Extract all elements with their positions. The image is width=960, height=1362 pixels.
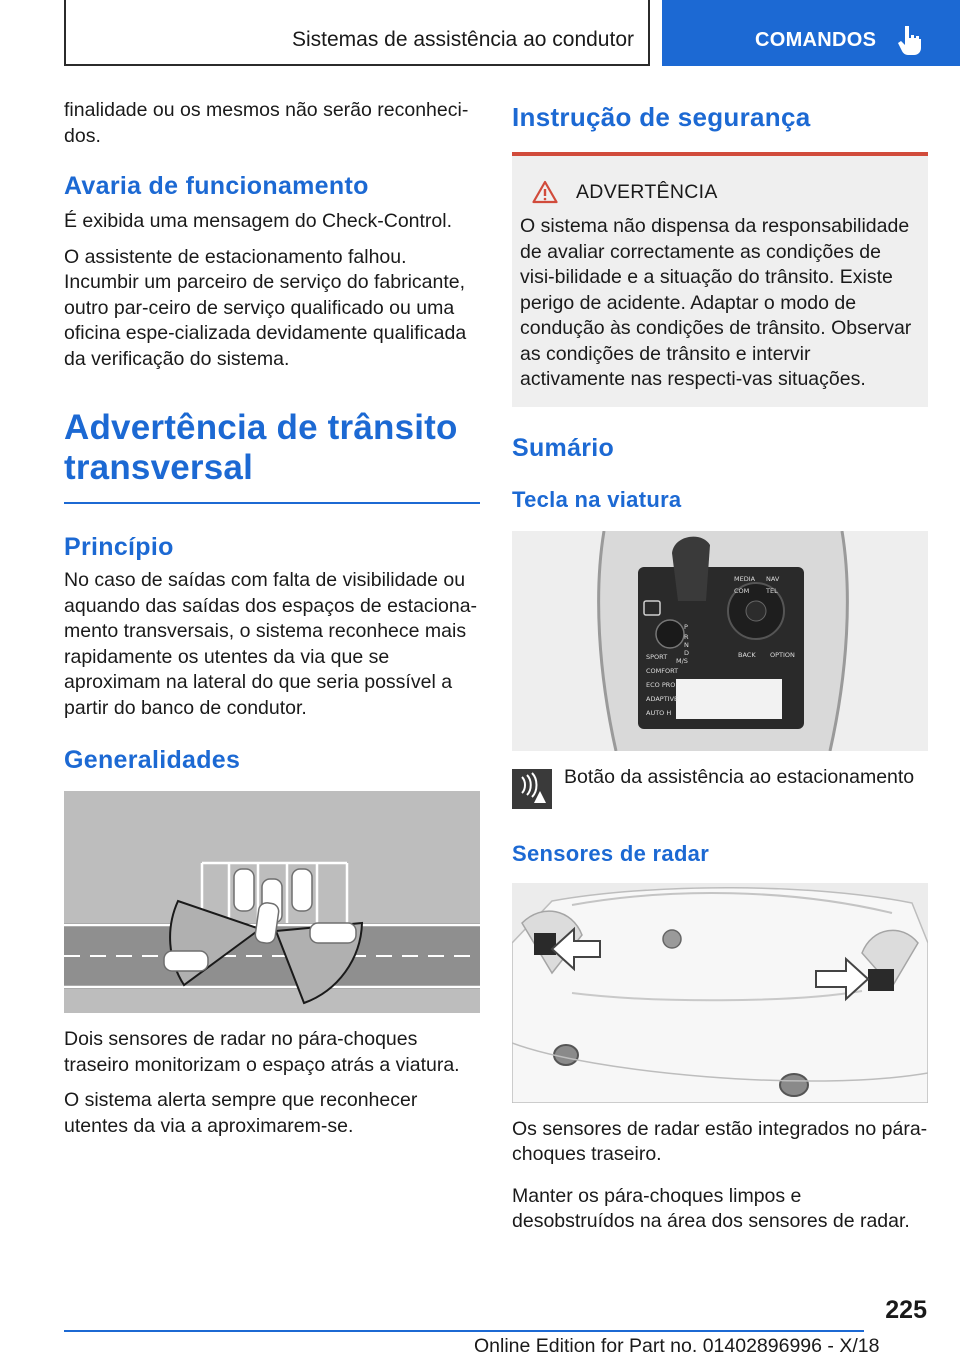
button-caption-row (512, 765, 928, 809)
intro-paragraph: finalidade ou os mesmos não serão reconheci-dos. (64, 99, 469, 147)
footer-edition-text: Online Edition for Part no. 01402896996 - X/18 (474, 1335, 880, 1357)
parking-assistant-button-icon (512, 769, 552, 809)
radar-heading: Sensores de radar (512, 840, 710, 866)
general-heading: Generalidades (64, 746, 241, 774)
header-chapter-label: COMANDOS (755, 29, 877, 51)
console-label-auto: AUTO H (646, 708, 672, 717)
principle-paragraph: No caso de saídas com falta de visibilidade ou aquando das saídas dos espaços de estaciona-mento transversais, o sistema reconhece mais rapidamente os utentes da via que se aproximam na lateral do que seria possível a partir do banco de condutor. (64, 569, 478, 719)
console-label-nav: NAV (766, 574, 780, 583)
left-column (64, 98, 480, 1149)
general-paragraph-2: O sistema alerta sempre que reconhecer utentes da via a aproximarem-se. (64, 1089, 418, 1137)
console-gear-ms: M/S (676, 656, 688, 665)
console-gear-n: N (684, 640, 689, 649)
general-paragraph-1: Dois sensores de radar no pára-choques traseiro monitorizam o espaço atrás a viatura. (64, 1028, 460, 1076)
console-label-comfort: COMFORT (646, 666, 679, 675)
warning-text: O sistema não dispensa da responsabilidade de avaliar correctamente as condições de visi-bilidade e a situação do trânsito. Existe perigo de acidente. Adaptar o modo de condução às condições de trânsito. Observar as condições de trânsito e intervir activamente nas respecti-vas situações. (520, 215, 912, 390)
console-label-sport: SPORT (646, 652, 668, 661)
parking-diagram (64, 791, 480, 1013)
safety-heading: Instrução de segurança (512, 102, 811, 132)
radar-paragraph-2: Manter os pára-choques limpos e desobstruídos na área dos sensores de radar. (512, 1184, 910, 1232)
warning-box (512, 152, 928, 407)
console-label-back: BACK (738, 650, 756, 659)
hand-pointer-icon (898, 24, 924, 56)
right-column (512, 98, 928, 1245)
chapter-divider (64, 502, 480, 504)
button-caption: Botão da assistência ao estacionamento (564, 765, 915, 788)
footer-divider (64, 1330, 864, 1332)
rear-bumper-image (512, 883, 928, 1103)
malfunction-paragraph-2: O assistente de estacionamento falhou. Incumbir um parceiro de serviço do fabricante, outro par-ceiro de serviço qualificado ou uma oficina espe-cializada devidamente qualificada da verificação do sistema. (64, 245, 467, 370)
console-gear-r: R (684, 632, 689, 641)
console-label-eco: ECO PRO (646, 680, 676, 689)
button-heading: Tecla na viatura (512, 486, 682, 512)
console-gear-p: P (684, 622, 688, 631)
chapter-title (64, 408, 480, 488)
radar-paragraph-1: Os sensores de radar estão integrados no pára-choques traseiro. (512, 1117, 928, 1165)
chapter-title-line-1: Advertência de trânsito (64, 408, 458, 447)
console-gear-d: D (684, 648, 690, 657)
console-label-com: COM (734, 586, 750, 595)
center-console-image (512, 531, 928, 751)
chapter-title-line-2: transversal (64, 448, 253, 487)
summary-heading: Sumário (512, 433, 615, 462)
malfunction-paragraph-1: É exibida uma mensagem do Check-Control. (64, 210, 453, 232)
warning-title: ADVERTÊNCIA (576, 180, 718, 203)
header-section-box (64, 0, 650, 66)
console-label-adaptive: ADAPTIVE (646, 694, 679, 703)
principle-heading: Princípio (64, 533, 174, 561)
header-chapter-tab[interactable] (662, 0, 960, 66)
page-number: 225 (885, 1296, 927, 1324)
console-label-tel: TEL (766, 586, 778, 595)
console-label-media: MEDIA (734, 574, 756, 583)
header-section-title: Sistemas de assistência ao condutor (291, 28, 634, 51)
malfunction-heading: Avaria de funcionamento (64, 172, 369, 200)
console-label-option: OPTION (770, 650, 795, 659)
warning-triangle-icon (532, 180, 558, 204)
